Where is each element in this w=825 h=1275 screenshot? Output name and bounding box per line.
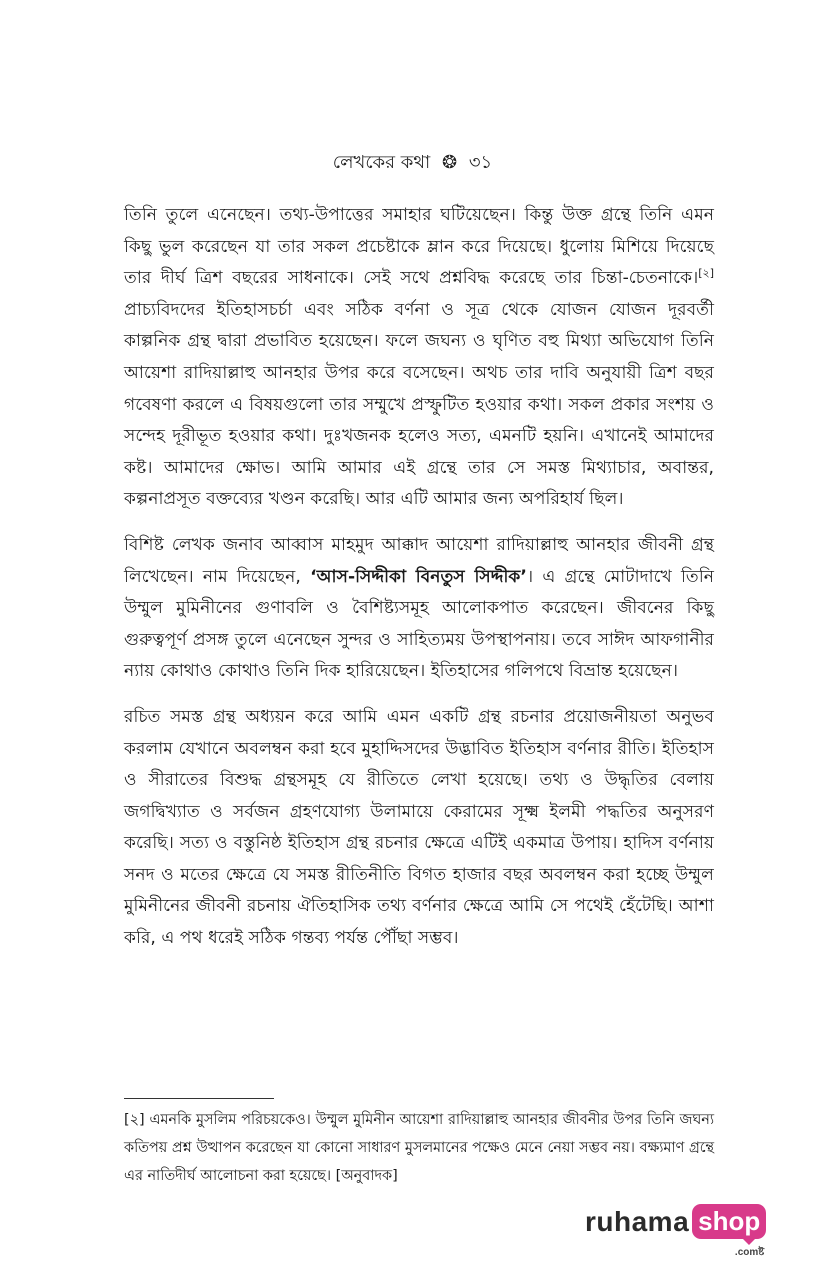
watermark-logo: [585, 1204, 766, 1258]
paragraph-3: রচিত সমস্ত গ্রন্থ অধ্যয়ন করে আমি এমন একটি গ্রন্থ রচনার প্রয়োজনীয়তা অনুভব করলাম যেখানে অবলম্বন করা হবে মুহাদ্দিসদের উদ্ভাবিত ইতিহাস বর্ণনার রীতি। ইতিহাস ও সীরাতের বিশুদ্ধ গ্রন্থসমূহ যে রীতিতে লেখা হয়েছে। তথ্য ও উদ্ধৃতির বেলায় জগদ্বিখ্যাত ও সর্বজন গ্রহণযোগ্য উলামায়ে কেরামের সূক্ষ্ম ইলমী পদ্ধতির অনুসরণ করেছি। সত্য ও বস্তুনিষ্ঠ ইতিহাস গ্রন্থ রচনার ক্ষেত্রে এটিই একমাত্র উপায়। হাদিস বর্ণনায় সনদ ও মতের ক্ষেত্রে যে সমস্ত রীতিনীতি বিগত হাজার বছর অবলম্বন করা হচ্ছে উম্মুল মুমিনীনের জীবনী রচনায় ঐতিহাসিক তথ্য বর্ণনার ক্ষেত্রে আমি সে পথেই হেঁটেছি। আশা করি, এ পথ ধরেই সঠিক গন্তব্য পর্যন্ত পৌঁছা সম্ভব।: [124, 706, 714, 949]
paragraph-1-text-b: প্রাচ্যবিদদের ইতিহাসচর্চা এবং সঠিক বর্ণনা ও সূত্র থেকে যোজন যোজন দূরবর্তী কাল্পনিক গ্রন্থ দ্বারা প্রভাবিত হয়েছেন। ফলে জঘন্য ও ঘৃণিত বহু মিথ্যা অভিযোগ তিনি আয়েশা রাদিয়াল্লাহু আনহার উপর করে বসেছেন। অথচ তার দাবি অনুযায়ী ত্রিশ বছর গবেষণা করলে এ বিষয়গুলো তার সম্মুখে প্রস্ফুটিত হওয়ার কথা। সকল প্রকার সংশয় ও সন্দেহ দূরীভূত হওয়ার কথা। দুঃখজনক হলেও সত্য, এমনটি হয়নি। এখানেই আমাদের কষ্ট। আমাদের ক্ষোভ। আমি আমার এই গ্রন্থে তার সে সমস্ত মিথ্যাচার, অবান্তর, কল্পনাপ্রসূত বক্তব্যের খণ্ডন করেছি। আর এটি আমার জন্য অপরিহার্য ছিল।: [124, 299, 714, 510]
watermark-text-shop: shop: [698, 1206, 761, 1236]
body-text: [124, 200, 714, 969]
footnote-separator: [124, 1098, 274, 1099]
footnote-marker[interactable]: [২]: [698, 266, 714, 280]
watermark-shop-badge: [692, 1204, 766, 1258]
paragraph-2: [124, 530, 714, 688]
footnote: [২] এমনকি মুসলিম পরিচয়কেও। উম্মুল মুমিনীন আয়েশা রাদিয়াল্লাহু আনহার জীবনীর উপর তিনি জঘন্য কতিপয় প্রশ্ন উত্থাপন করেছেন যা কোনো সাধারণ মুসলমানের পক্ষেও মেনে নেয়া সম্ভব নয়। বক্ষ্যমাণ গ্রন্থে এর নাতিদীর্ঘ আলোচনা করা হয়েছে। [অনুবাদক]: [124, 1112, 714, 1184]
paragraph-1: [124, 200, 714, 516]
paragraph-2-text-b: । এ গ্রন্থে মোটাদাখে তিনি উম্মুল মুমিনীনের গুণাবলি ও বৈশিষ্ট্যসমূহ আলোকপাত করেছেন। জীবনের কিছু গুরুত্বপূর্ণ প্রসঙ্গ তুলে এনেছেন সুন্দর ও সাহিত্যময় উপস্থাপনায়। তবে সাঈদ আফগানীর ন্যায় কোথাও কোথাও তিনি দিক হারিয়েছেন। ইতিহাসের গলিপথে বিভ্রান্ত হয়েছেন।: [124, 566, 714, 682]
paragraph-2-text-a: বিশিষ্ট লেখক জনাব আব্বাস মাহমুদ আক্কাদ আয়েশা রাদিয়াল্লাহু আনহার জীবনী গ্রন্থ লিখেছেন। নাম দিয়েছেন,: [124, 534, 714, 587]
watermark-text-com: .comষ্ট: [734, 1247, 765, 1258]
ornament-icon: ❂: [441, 152, 458, 173]
running-header: [0, 148, 825, 179]
running-header-title: লেখকের কথা: [332, 152, 431, 173]
page-number: ৩১: [468, 152, 493, 173]
paragraph-1-text-a: তিনি তুলে এনেছেন। তথ্য-উপাত্তের সমাহার ঘটিয়েছেন। কিন্তু উক্ত গ্রন্থে তিনি এমন কিছু ভুল করেছেন যা তার সকল প্রচেষ্টাকে ম্লান করে দিয়েছে। ধুলোয় মিশিয়ে দিয়েছে তার দীর্ঘ ত্রিশ বছরের সাধনাকে। সেই সথে প্রশ্নবিদ্ধ করেছে তার চিন্তা-চেতনাকে।: [124, 205, 714, 289]
watermark-text-ruhama: ruhama: [585, 1206, 690, 1237]
book-title: ‘আস-সিদ্দীকা বিনতুস সিদ্দীক’: [310, 566, 527, 587]
